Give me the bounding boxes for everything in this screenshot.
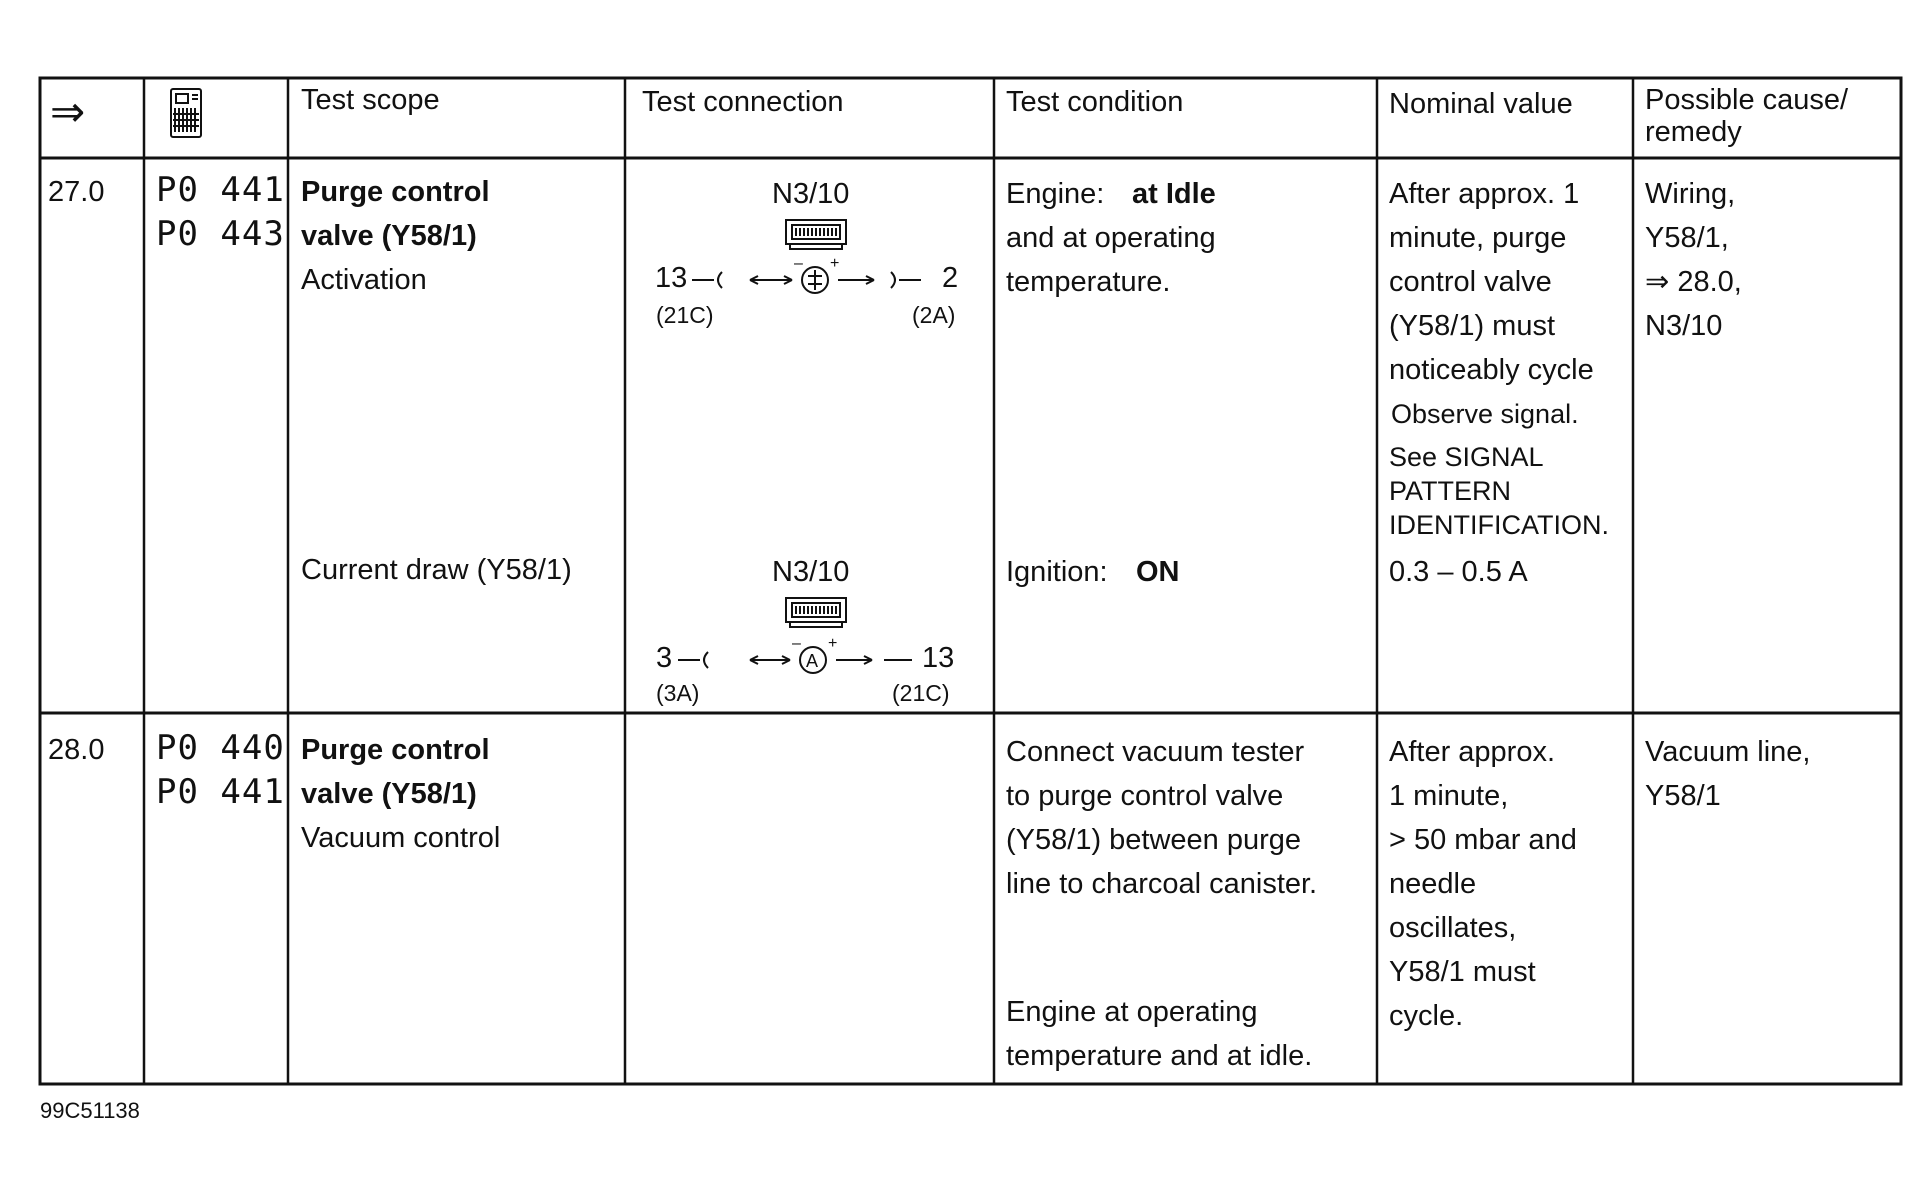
condition-text: and at operating bbox=[1006, 222, 1216, 254]
nominal-text: 0.3 – 0.5 A bbox=[1389, 556, 1528, 588]
module-label: N3/10 bbox=[772, 178, 850, 210]
nominal-text: PATTERN bbox=[1389, 476, 1512, 506]
nominal-text: After approx. bbox=[1389, 736, 1556, 768]
nominal-text: (Y58/1) must bbox=[1389, 310, 1555, 342]
connector-icon bbox=[784, 218, 848, 252]
condition-value: at Idle bbox=[1132, 178, 1216, 210]
header-possible-cause: Possible cause/ bbox=[1645, 84, 1849, 116]
fault-code: P0 443 bbox=[156, 214, 285, 254]
fault-code: P0 441 bbox=[156, 170, 285, 210]
header-test-scope: Test scope bbox=[301, 84, 440, 116]
scope-title: Purge control bbox=[301, 734, 490, 766]
left-pin: 3 bbox=[656, 642, 673, 674]
right-pin: 13 bbox=[922, 642, 955, 674]
left-pin: 13 bbox=[655, 262, 688, 294]
condition-text: Connect vacuum tester bbox=[1006, 736, 1305, 768]
condition-text: temperature and at idle. bbox=[1006, 1040, 1313, 1072]
condition-value: ON bbox=[1136, 556, 1180, 588]
nominal-text: 1 minute, bbox=[1389, 780, 1509, 812]
module-label: N3/10 bbox=[772, 556, 850, 588]
test-lead-diagram bbox=[692, 254, 958, 304]
fault-code: P0 441 bbox=[156, 772, 285, 812]
connector-icon bbox=[784, 596, 848, 630]
svg-text:A: A bbox=[806, 651, 819, 671]
nominal-text: Observe signal. bbox=[1391, 399, 1579, 429]
nominal-text: needle bbox=[1389, 868, 1477, 900]
nominal-text: oscillates, bbox=[1389, 912, 1517, 944]
header-test-connection: Test connection bbox=[642, 86, 844, 118]
nominal-text: noticeably cycle bbox=[1389, 354, 1594, 386]
svg-text:–: – bbox=[794, 255, 803, 272]
condition-label: Engine: bbox=[1006, 178, 1105, 210]
header-possible-cause: remedy bbox=[1645, 116, 1742, 148]
right-pin: 2 bbox=[942, 262, 959, 294]
condition-text: temperature. bbox=[1006, 266, 1171, 298]
nominal-text: IDENTIFICATION. bbox=[1389, 510, 1609, 540]
left-pin-ref: (21C) bbox=[656, 302, 714, 328]
scope-subtitle: Current draw (Y58/1) bbox=[301, 554, 572, 586]
condition-label: Ignition: bbox=[1006, 556, 1108, 588]
svg-text:+: + bbox=[830, 255, 840, 272]
scope-subtitle: Vacuum control bbox=[301, 822, 501, 854]
left-pin-ref: (3A) bbox=[656, 680, 700, 706]
header-test-condition: Test condition bbox=[1006, 86, 1184, 118]
condition-text: (Y58/1) between purge bbox=[1006, 824, 1302, 856]
cause-text: ⇒ 28.0, bbox=[1645, 266, 1742, 298]
right-pin-ref: (21C) bbox=[892, 680, 950, 706]
cause-text: N3/10 bbox=[1645, 310, 1723, 342]
svg-text:+: + bbox=[828, 635, 838, 652]
condition-text: line to charcoal canister. bbox=[1006, 868, 1318, 900]
cause-text: Wiring, bbox=[1645, 178, 1736, 210]
scope-subtitle: Activation bbox=[301, 264, 427, 296]
figure-id: 99C51138 bbox=[40, 1098, 140, 1123]
step-number: 27.0 bbox=[48, 176, 105, 208]
step-number: 28.0 bbox=[48, 734, 105, 766]
cause-text: Y58/1 bbox=[1645, 780, 1721, 812]
scope-title: valve (Y58/1) bbox=[301, 220, 477, 252]
nominal-text: Y58/1 must bbox=[1389, 956, 1536, 988]
nominal-text: cycle. bbox=[1389, 1000, 1464, 1032]
nominal-text: minute, purge bbox=[1389, 222, 1567, 254]
nominal-text: After approx. 1 bbox=[1389, 178, 1580, 210]
svg-text:–: – bbox=[792, 635, 801, 652]
header-nominal-value: Nominal value bbox=[1389, 88, 1573, 120]
nominal-text: See SIGNAL bbox=[1389, 442, 1544, 472]
test-lead-diagram bbox=[678, 634, 912, 684]
nominal-text: control valve bbox=[1389, 266, 1552, 298]
right-pin-ref: (2A) bbox=[912, 302, 956, 328]
scope-title: Purge control bbox=[301, 176, 490, 208]
cause-text: Y58/1, bbox=[1645, 222, 1729, 254]
condition-text: Engine at operating bbox=[1006, 996, 1258, 1028]
arrow-icon: ⇒ bbox=[50, 88, 86, 135]
condition-text: to purge control valve bbox=[1006, 780, 1284, 812]
nominal-text: > 50 mbar and bbox=[1389, 824, 1577, 856]
scan-tool-icon bbox=[168, 86, 206, 140]
cause-text: Vacuum line, bbox=[1645, 736, 1811, 768]
scope-title: valve (Y58/1) bbox=[301, 778, 477, 810]
fault-code: P0 440 bbox=[156, 728, 285, 768]
